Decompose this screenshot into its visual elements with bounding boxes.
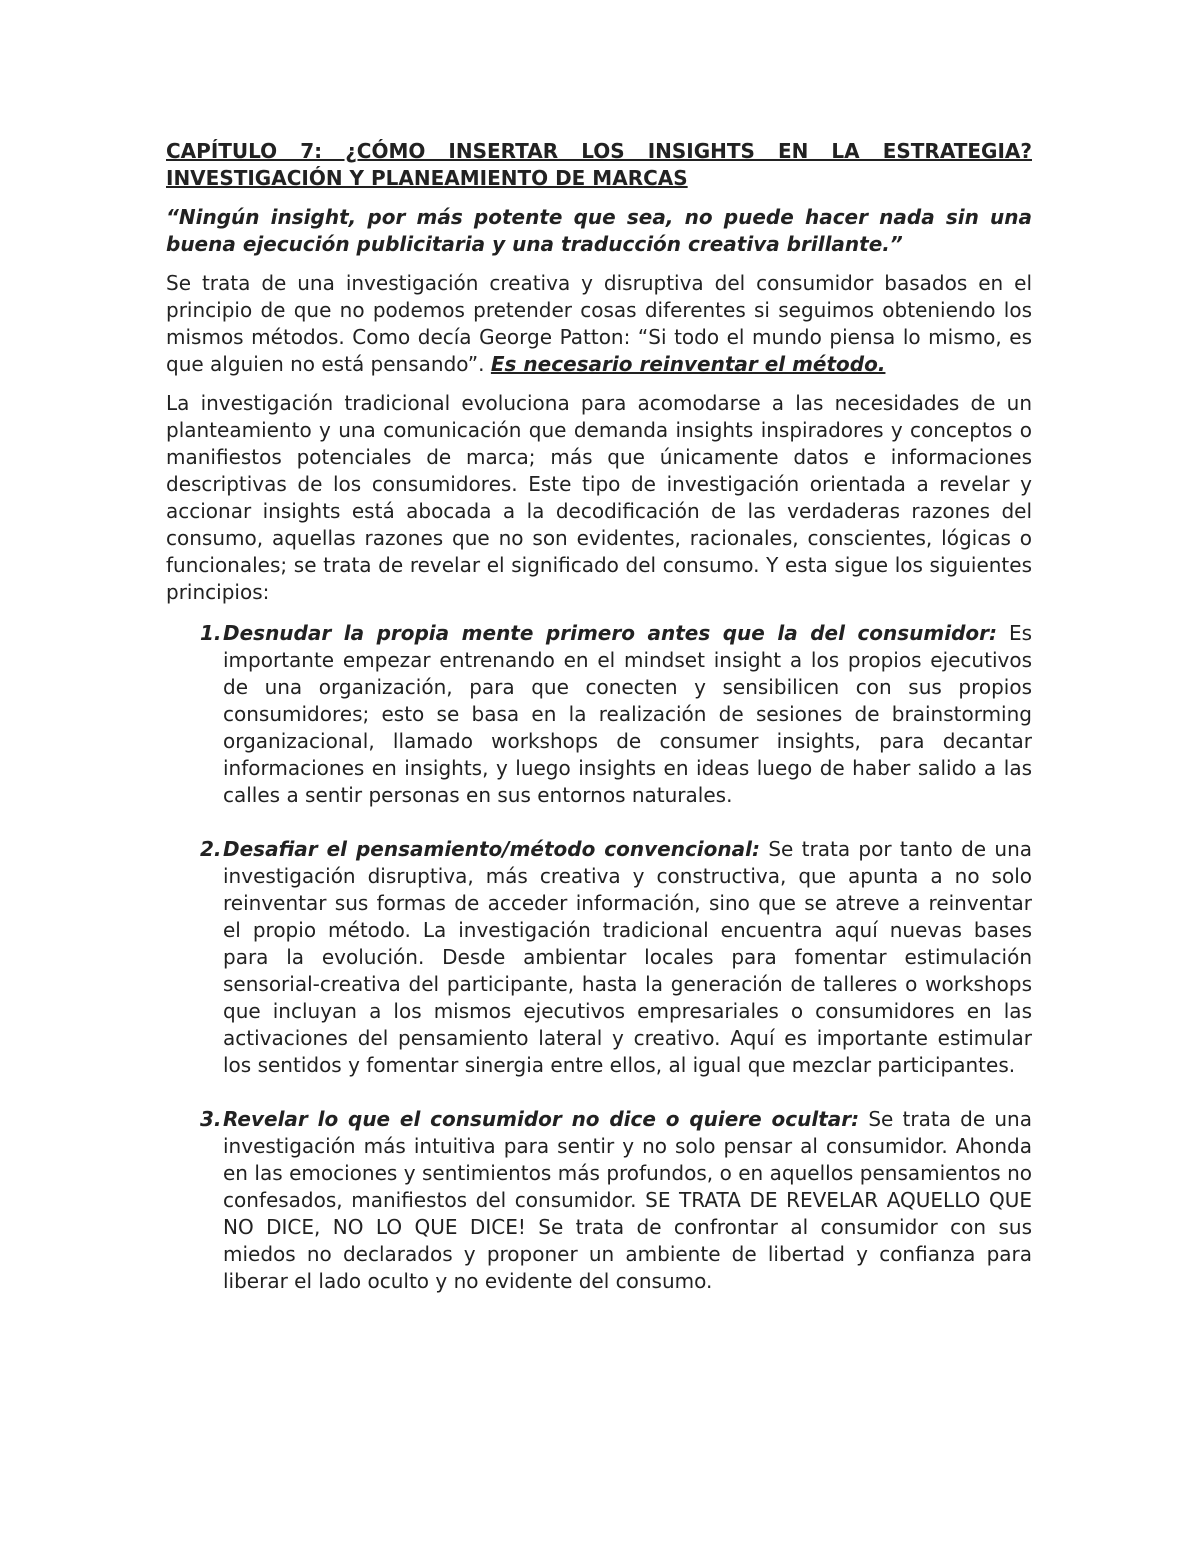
principles-list bbox=[166, 620, 1032, 1295]
principle-item-2 bbox=[166, 836, 1032, 1079]
intro-paragraph bbox=[166, 270, 1032, 378]
principle-number: 1. bbox=[200, 621, 222, 645]
document-page bbox=[166, 138, 1032, 1322]
tradition-paragraph: La investigación tradicional evoluciona para acomodarse a las necesidades de un planteamiento y una comunicación que demanda insights inspiradores y conceptos o manifiestos potenciales de marca; más que únicamente datos e informaciones descriptivas de los consumidores. Este tipo de investigación orientada a revelar y accionar insights está abocada a la decodificación de las verdaderas razones del consumo, aquellas razones que no son evidentes, racionales, conscientes, lógicas o funcionales; se trata de revelar el significado del consumo. Y esta sigue los siguientes principios: bbox=[166, 391, 1032, 604]
principle-title: Desafiar el pensamiento/método convencional: bbox=[223, 837, 760, 861]
principle-text: Es importante empezar entrenando en el mindset insight a los propios ejecutivos de una organización, para que conecten y sensibilicen con sus propios consumidores; esto se basa en la realización de sesiones de brainstorming organizacional, llamado workshops de consumer insights, para decantar informaciones en insights, y luego insights en ideas luego de haber salido a las calles a sentir personas en sus entornos naturales. bbox=[223, 621, 1032, 807]
epigraph-quote: “Ningún insight, por más potente que sea, no puede hacer nada sin una buena ejecución publicitaria y una traducción creativa brillante.” bbox=[166, 205, 1032, 256]
principle-number: 2. bbox=[200, 837, 222, 861]
chapter-title-line-2: INVESTIGACIÓN Y PLANEAMIENTO DE MARCAS bbox=[166, 166, 688, 190]
principle-item-1 bbox=[166, 620, 1032, 809]
principle-text: Se trata por tanto de una investigación disruptiva, más creativa y constructiva, que apunta a no solo reinventar sus formas de acceder información, sino que se atreve a reinventar el propio método. La investigación tradicional encuentra aquí nuevas bases para la evolución. Desde ambientar locales para fomentar estimulación sensorial-creativa del participante, hasta la generación de talleres o workshops que incluyan a los mismos ejecutivos empresariales o consumidores en las activaciones del pensamiento lateral y creativo. Aquí es importante estimular los sentidos y fomentar sinergia entre ellos, al igual que mezclar participantes. bbox=[223, 837, 1032, 1077]
intro-emphasis: Es necesario reinventar el método. bbox=[490, 352, 886, 376]
principle-text: Se trata de una investigación más intuitiva para sentir y no solo pensar al consumidor. Ahonda en las emociones y sentimientos más profundos, o en aquellos pensamientos no confesados, manifiestos del consumidor. SE TRATA DE REVELAR AQUELLO QUE NO DICE, NO LO QUE DICE! Se trata de confrontar al consumidor con sus miedos no declarados y proponer un ambiente de libertad y confianza para liberar el lado oculto y no evidente del consumo. bbox=[223, 1107, 1032, 1293]
principle-number: 3. bbox=[200, 1107, 222, 1131]
intro-text: Se trata de una investigación creativa y disruptiva del consumidor basados en el principio de que no podemos pretender cosas diferentes si seguimos obteniendo los mismos métodos. Como decía George Patton: “Si todo el mundo piensa lo mismo, es que alguien no está pensando”. bbox=[166, 271, 1032, 376]
chapter-title-line-1: CAPÍTULO 7: ¿CÓMO INSERTAR LOS INSIGHTS EN LA ESTRATEGIA? bbox=[166, 139, 1032, 163]
principle-title: Revelar lo que el consumidor no dice o quiere ocultar: bbox=[223, 1107, 860, 1131]
principle-title: Desnudar la propia mente primero antes que la del consumidor: bbox=[223, 621, 998, 645]
principle-item-3 bbox=[166, 1106, 1032, 1295]
